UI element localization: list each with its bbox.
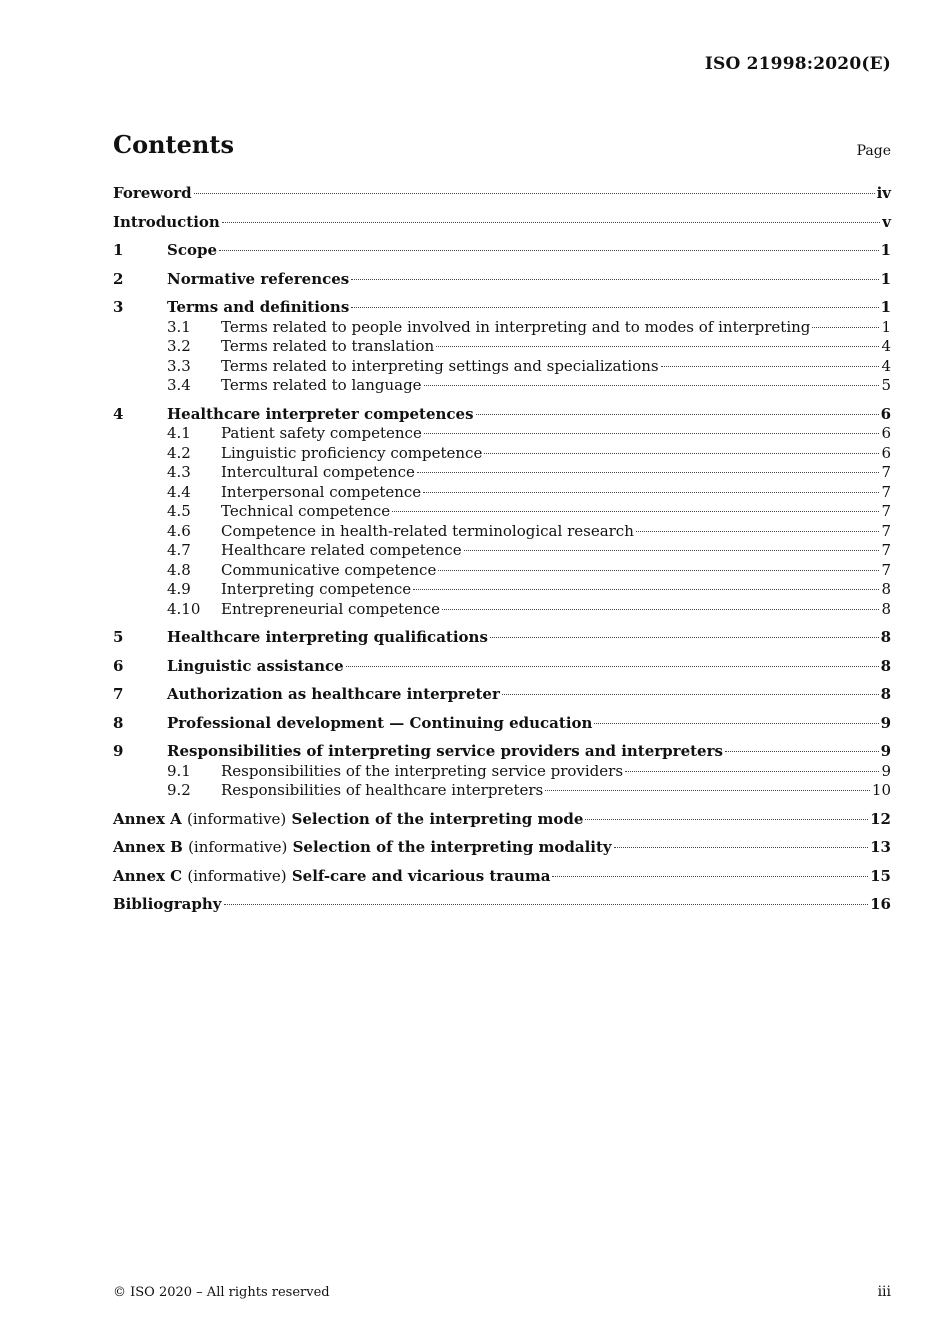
toc-entry-title: Authorization as healthcare interpreter — [167, 685, 500, 703]
annex-qualifier: (informative) — [188, 838, 288, 856]
toc-entry-page: 12 — [870, 809, 891, 828]
dot-leader — [194, 193, 875, 194]
toc-entry-page: 1 — [880, 241, 891, 259]
toc-entry[interactable] — [113, 298, 891, 318]
toc-entry-page: 10 — [871, 781, 891, 799]
toc-entry-page: 1 — [880, 269, 891, 288]
toc-entry-title: Normative references — [167, 269, 350, 288]
toc-entry-number: 4.10 — [167, 599, 201, 618]
toc-entry[interactable] — [113, 463, 891, 483]
toc-entry-number: 4.7 — [167, 541, 191, 559]
toc-entry[interactable] — [113, 561, 891, 581]
toc-entry-page: iv — [876, 184, 891, 202]
toc-entry-title — [113, 867, 550, 887]
toc-entry-page: 7 — [881, 463, 891, 481]
toc-entry-number: 9.2 — [167, 781, 191, 799]
toc-entry[interactable] — [113, 213, 891, 233]
toc-entry-title: Interpreting competence — [221, 580, 412, 598]
footer-copyright: © ISO 2020 – All rights reserved — [113, 1285, 330, 1300]
toc-entry[interactable] — [113, 376, 891, 396]
page-column-label: Page — [856, 143, 891, 159]
toc-entry-number: 3.2 — [167, 337, 191, 355]
toc-entry-title: Interpersonal competence — [221, 482, 422, 501]
toc-entry-page: 9 — [881, 761, 891, 780]
toc-entry-number: 4 — [113, 404, 124, 423]
dot-leader — [417, 472, 880, 473]
toc-entry-number: 4.1 — [167, 424, 191, 442]
toc-entry[interactable] — [113, 895, 891, 915]
toc-entry-title: Entrepreneurial competence — [221, 599, 440, 618]
toc-entry-title: Patient safety competence — [221, 424, 422, 442]
toc-entry-title: Linguistic proficiency competence — [221, 443, 483, 462]
dot-leader — [464, 550, 880, 551]
toc-entry[interactable] — [113, 522, 891, 542]
dot-leader — [346, 666, 879, 667]
dot-leader — [636, 531, 880, 532]
document-id: ISO 21998:2020(E) — [704, 54, 891, 74]
dot-leader — [725, 751, 879, 752]
toc-entry-page: 7 — [881, 502, 891, 520]
toc-entry-page: 15 — [870, 866, 891, 885]
dot-leader — [424, 433, 880, 434]
toc-entry[interactable] — [113, 781, 891, 801]
toc-entry-title: Introduction — [113, 212, 220, 231]
toc-entry-number: 3.4 — [167, 376, 191, 394]
dot-leader — [614, 847, 868, 848]
dot-leader — [392, 511, 879, 512]
toc-entry-title: Terms related to interpreting settings and specializations — [221, 356, 659, 375]
toc-entry-page: 13 — [870, 838, 891, 856]
toc-entry-page: 8 — [880, 628, 891, 646]
toc-entry-number: 4.8 — [167, 560, 191, 579]
toc-entry[interactable] — [113, 444, 891, 464]
toc-entry-number: 8 — [113, 713, 124, 732]
dot-leader — [625, 771, 879, 772]
annex-label: Annex C — [113, 866, 183, 885]
toc-entry[interactable] — [113, 270, 891, 290]
dot-leader — [476, 414, 879, 415]
toc-entry-title — [113, 810, 583, 830]
toc-entry-page: 6 — [881, 443, 891, 462]
toc-entry[interactable] — [113, 810, 891, 830]
toc-entry[interactable] — [113, 318, 891, 338]
annex-qualifier: (informative) — [187, 866, 287, 885]
dot-leader — [812, 327, 879, 328]
toc-entry-title: Healthcare interpreter competences — [167, 404, 474, 423]
dot-leader — [224, 904, 869, 905]
toc-entry-title: Foreword — [113, 184, 192, 202]
toc-entry-title: Intercultural competence — [221, 463, 415, 481]
toc-entry[interactable] — [113, 184, 891, 204]
dot-leader — [442, 609, 879, 610]
annex-label: Annex B — [113, 838, 183, 856]
toc-entry-page: 1 — [881, 317, 891, 336]
toc-entry-title: Professional development — Continuing education — [167, 713, 593, 732]
toc-entry[interactable] — [113, 424, 891, 444]
dot-leader — [585, 819, 868, 820]
toc-entry-page: 4 — [881, 337, 891, 355]
toc-entry-number: 2 — [113, 269, 124, 288]
dot-leader — [438, 570, 879, 571]
dot-leader — [219, 250, 879, 251]
toc-entry-page: 7 — [881, 482, 891, 501]
toc-entry-title: Communicative competence — [221, 560, 437, 579]
toc-entry-number: 4.3 — [167, 463, 191, 481]
toc-entry-number: 4.9 — [167, 580, 191, 598]
toc-entry[interactable] — [113, 628, 891, 648]
toc-entry-number: 4.5 — [167, 502, 191, 520]
toc-entry[interactable] — [113, 337, 891, 357]
toc-entry-title: Responsibilities of interpreting service providers and interpreters — [167, 742, 723, 760]
toc-entry-title: Terms related to people involved in interpreting and to modes of interpreting — [221, 317, 811, 336]
annex-label: Annex A — [113, 809, 182, 828]
toc-entry-page: 1 — [880, 298, 891, 316]
toc-entry[interactable] — [113, 502, 891, 522]
toc-entry[interactable] — [113, 483, 891, 503]
contents-title: Contents — [113, 130, 234, 159]
toc-entry-title: Technical competence — [221, 502, 391, 520]
toc-entry[interactable] — [113, 867, 891, 887]
dot-leader — [351, 307, 878, 308]
toc-entry-title: Bibliography — [113, 895, 222, 913]
toc-entry[interactable] — [113, 762, 891, 782]
toc-entry-number: 3 — [113, 298, 124, 316]
toc-entry-number: 6 — [113, 656, 124, 675]
toc-entry-page: 6 — [880, 404, 891, 423]
toc-entry[interactable] — [113, 714, 891, 734]
toc-entry-title: Terms related to translation — [221, 337, 435, 355]
dot-leader — [413, 589, 879, 590]
toc-entry-number: 4.4 — [167, 482, 191, 501]
toc-entry[interactable] — [113, 241, 891, 261]
toc-entry-page: 8 — [880, 685, 891, 703]
toc-entry[interactable] — [113, 685, 891, 705]
toc-entry-number: 3.1 — [167, 317, 191, 336]
toc-entry-title: Linguistic assistance — [167, 656, 344, 675]
toc-entry-page: 9 — [880, 713, 891, 732]
toc-entry-page: 16 — [870, 895, 891, 913]
dot-leader — [490, 637, 879, 638]
toc-entry[interactable] — [113, 405, 891, 425]
toc-entry-page: v — [882, 212, 891, 231]
dot-leader — [436, 346, 879, 347]
toc-entry-page: 7 — [881, 541, 891, 559]
toc-entry-page: 4 — [881, 356, 891, 375]
toc-entry-page: 8 — [880, 656, 891, 675]
dot-leader — [423, 492, 879, 493]
toc-entry-page: 9 — [880, 742, 891, 760]
toc-entry-page: 5 — [881, 376, 891, 394]
dot-leader — [661, 366, 880, 367]
toc-entry-title: Terms and definitions — [167, 298, 350, 316]
toc-entry-page: 7 — [881, 560, 891, 579]
toc-entry-number: 9 — [113, 742, 124, 760]
toc-entry[interactable] — [113, 357, 891, 377]
toc-entry[interactable] — [113, 657, 891, 677]
dot-leader — [351, 279, 878, 280]
toc-entry-title: Responsibilities of the interpreting service providers — [221, 761, 624, 780]
toc-entry-number: 3.3 — [167, 356, 191, 375]
toc-entry-title: Competence in health-related terminological research — [221, 521, 634, 540]
toc-entry-title: Terms related to language — [221, 376, 422, 394]
toc-entry-page: 6 — [881, 424, 891, 442]
toc-entry-title: Healthcare related competence — [221, 541, 462, 559]
toc-entry-title: Healthcare interpreting qualifications — [167, 628, 488, 646]
toc-entry-title — [113, 838, 612, 858]
annex-title: Selection of the interpreting modality — [292, 838, 612, 856]
toc-entry-number: 4.6 — [167, 521, 191, 540]
dot-leader — [552, 876, 868, 877]
dot-leader — [222, 222, 880, 223]
annex-title: Self-care and vicarious trauma — [291, 866, 551, 885]
toc-entry-page: 7 — [881, 521, 891, 540]
toc-entry-number: 4.2 — [167, 443, 191, 462]
toc-entry-number: 7 — [113, 685, 124, 703]
toc-entry[interactable] — [113, 541, 891, 561]
annex-title: Selection of the interpreting mode — [291, 809, 584, 828]
toc-entry[interactable] — [113, 600, 891, 620]
dot-leader — [502, 694, 879, 695]
footer-page-number: iii — [877, 1284, 891, 1300]
toc-entry[interactable] — [113, 580, 891, 600]
toc-entry-page: 8 — [881, 580, 891, 598]
dot-leader — [424, 385, 880, 386]
toc-entry-title: Responsibilities of healthcare interpreters — [221, 781, 544, 799]
toc-entry-number: 9.1 — [167, 761, 191, 780]
table-of-contents — [113, 184, 891, 915]
dot-leader — [594, 723, 878, 724]
toc-entry-page: 8 — [881, 599, 891, 618]
dot-leader — [484, 453, 879, 454]
toc-entry-number: 1 — [113, 241, 124, 259]
toc-entry-number: 5 — [113, 628, 124, 646]
toc-entry[interactable] — [113, 742, 891, 762]
toc-entry-title: Scope — [167, 241, 218, 259]
annex-qualifier: (informative) — [187, 809, 287, 828]
dot-leader — [545, 790, 870, 791]
toc-entry[interactable] — [113, 838, 891, 858]
